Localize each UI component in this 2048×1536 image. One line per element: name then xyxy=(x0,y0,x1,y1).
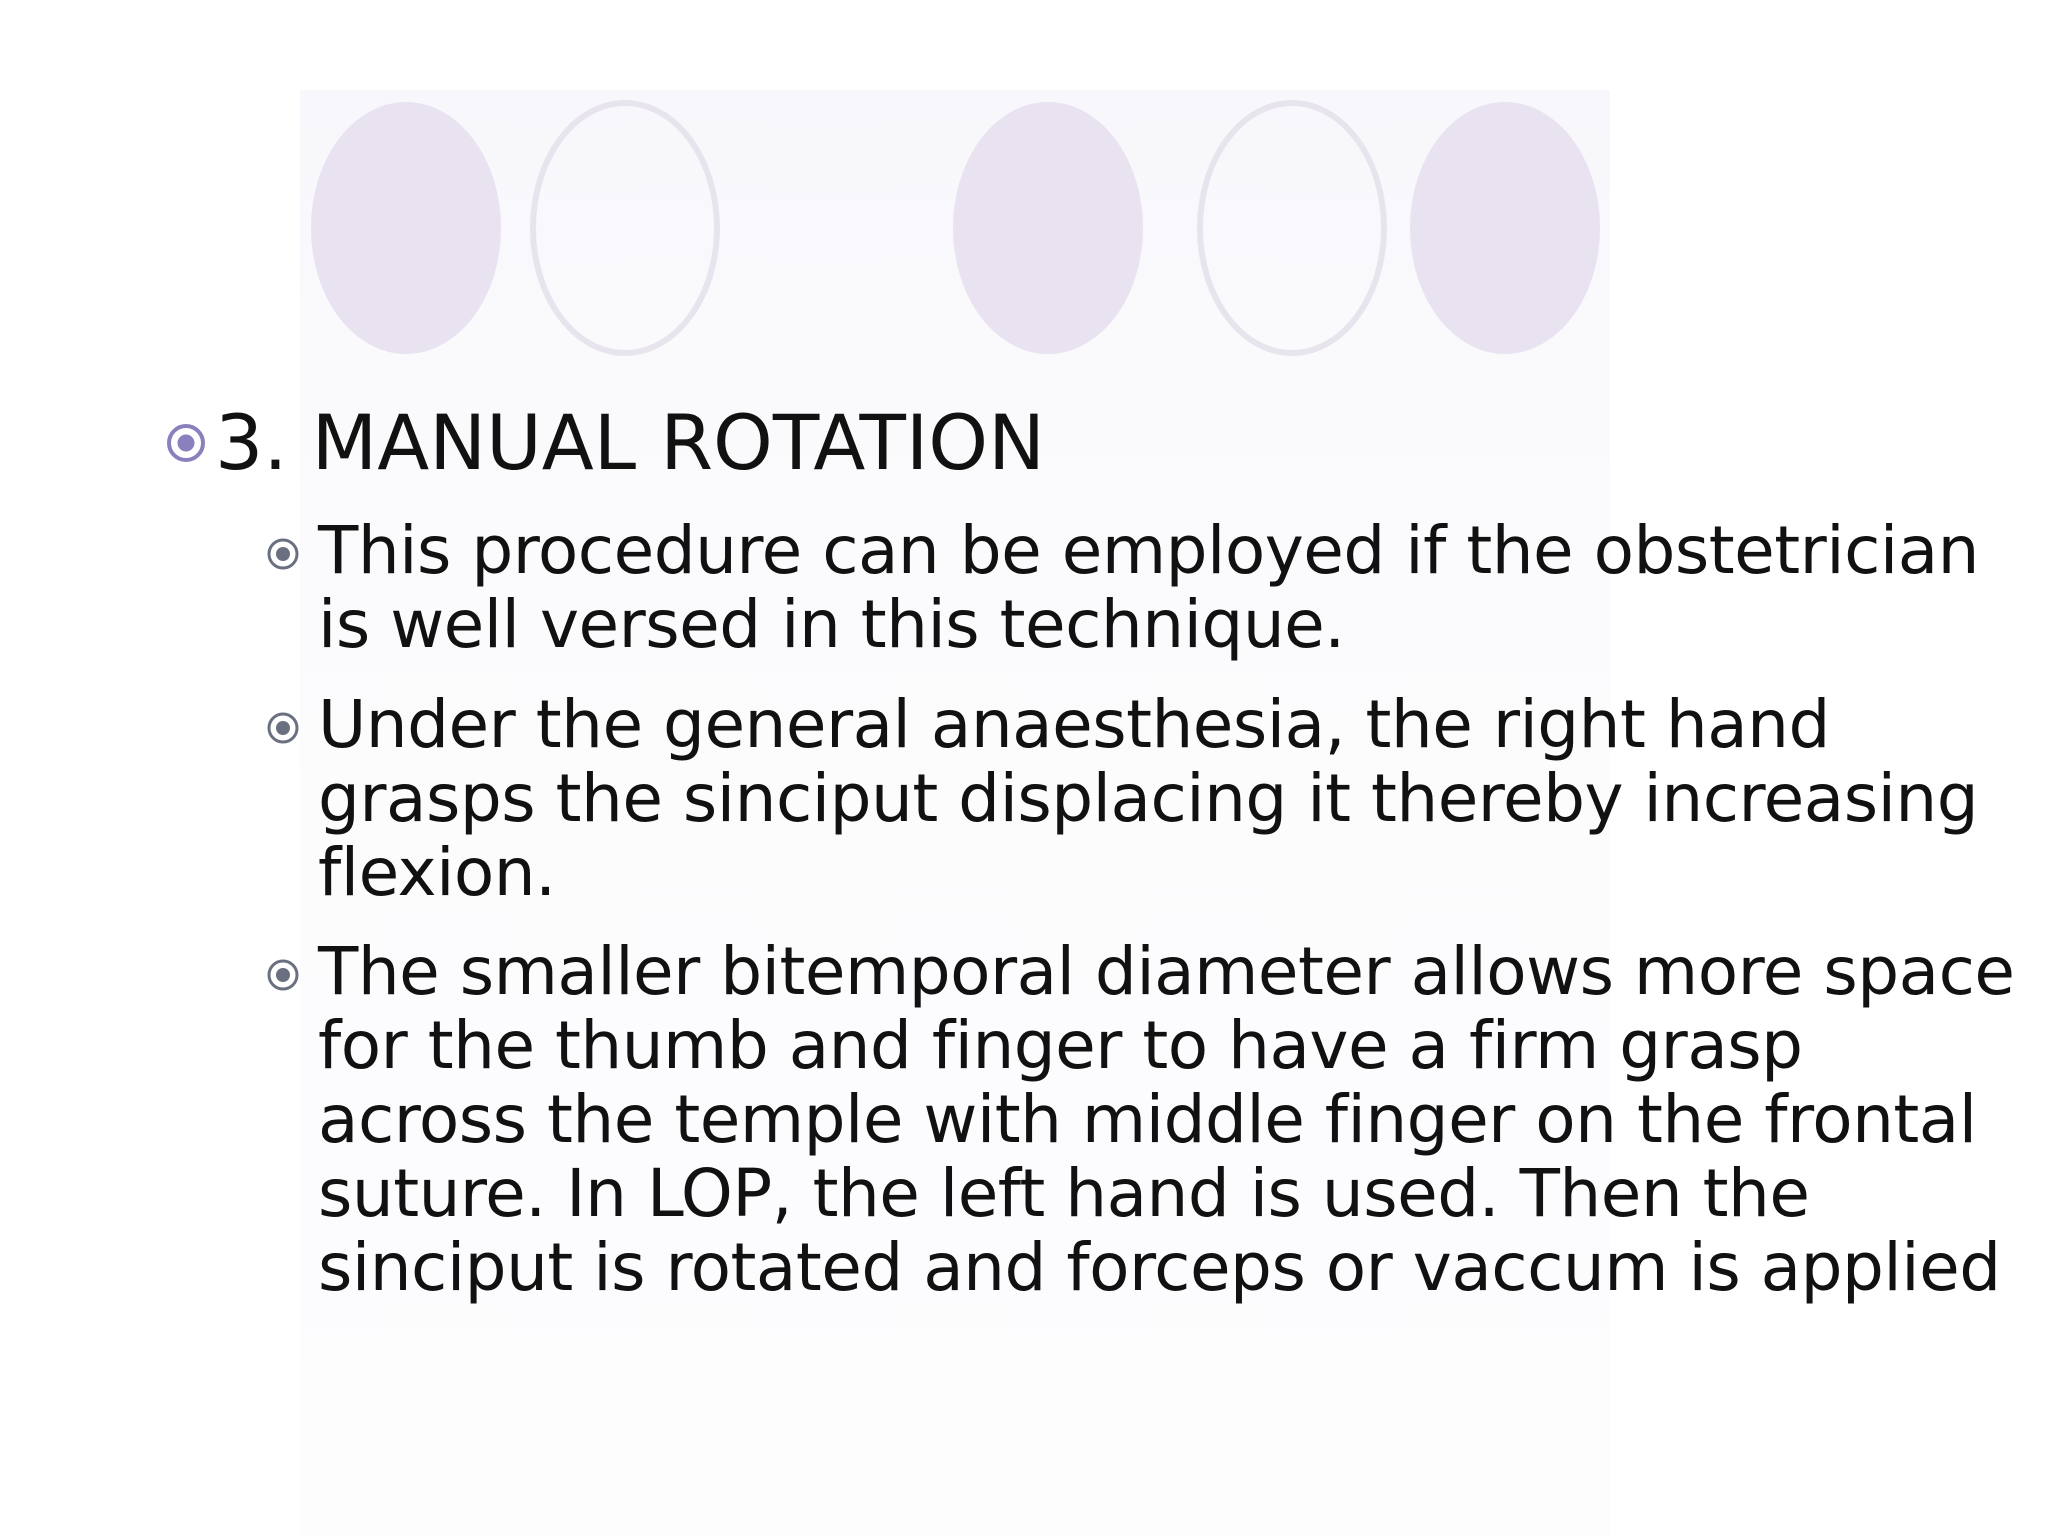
text-line: The smaller bitemporal diameter allows more space xyxy=(318,933,2015,1010)
bullet-text xyxy=(318,514,1979,662)
circle-dot-icon xyxy=(265,536,301,572)
decor-oval-ring xyxy=(1200,103,1384,353)
decor-oval-filled xyxy=(311,102,501,354)
bullet-point xyxy=(265,686,1979,911)
text-line: for the thumb and finger to have a firm grasp xyxy=(318,1007,1803,1084)
text-line: grasps the sinciput displacing it thereby increasing xyxy=(318,760,1979,837)
circle-dot-icon xyxy=(265,710,301,746)
circle-dot-icon xyxy=(265,957,301,993)
text-line: is well versed in this technique. xyxy=(318,586,1345,663)
text-line: across the temple with middle finger on the frontal xyxy=(318,1081,1977,1158)
text-line: flexion. xyxy=(318,834,556,911)
slide-title: 3. MANUAL ROTATION xyxy=(215,398,1045,487)
decor-oval-filled xyxy=(1410,102,1600,354)
text-line: suture. In LOP, the left hand is used. Then the xyxy=(318,1155,1810,1232)
text-line: sinciput is rotated and forceps or vaccum is applied xyxy=(318,1229,2001,1306)
text-line: This procedure can be employed if the obstetrician xyxy=(318,512,1979,589)
title-row xyxy=(165,395,1045,491)
bullet-text xyxy=(318,688,1978,910)
bullet-point xyxy=(265,933,2015,1306)
decorative-ovals xyxy=(0,0,2048,400)
circle-dot-icon xyxy=(165,422,207,464)
text-line: Under the general anaesthesia, the right hand xyxy=(318,686,1830,763)
decor-oval-ring xyxy=(533,103,717,353)
bullet-text xyxy=(318,935,2015,1305)
decor-oval-filled xyxy=(953,102,1143,354)
bullet-point xyxy=(265,512,1979,663)
